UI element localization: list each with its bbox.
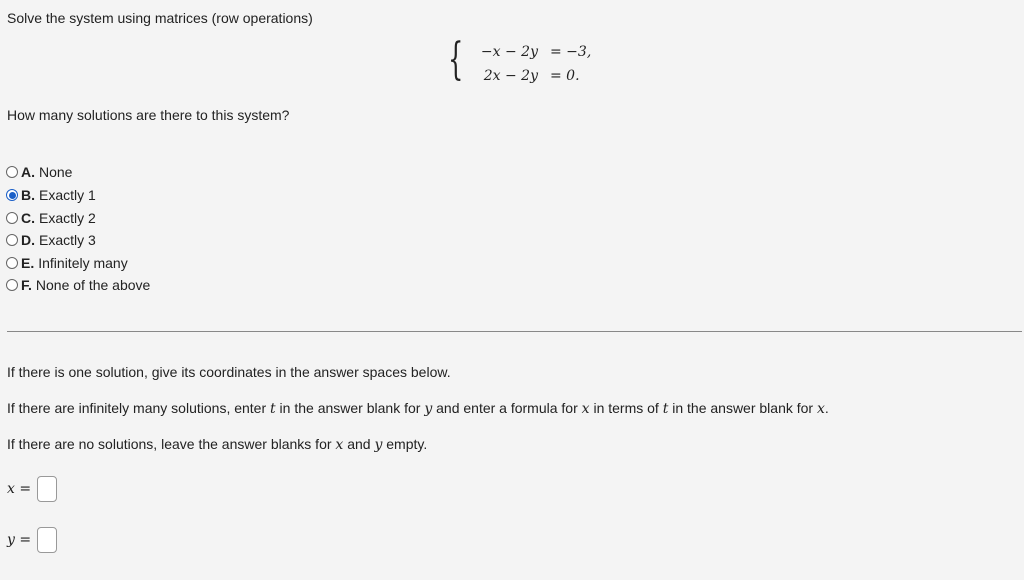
y-answer-input[interactable] <box>37 527 57 553</box>
instruction-text: and <box>343 436 375 452</box>
instruction-text: empty. <box>382 436 428 452</box>
section-divider <box>7 331 1022 332</box>
solution-count-question: How many solutions are there to this system? <box>7 107 290 123</box>
radio-button[interactable] <box>6 234 18 246</box>
option-d[interactable] <box>6 230 96 250</box>
instruction-text: If there are no solutions, leave the answer blanks for <box>7 436 336 452</box>
equation-row-2 <box>462 68 580 84</box>
instruction-text: in the answer blank for <box>668 400 817 416</box>
instruction-text: If there are infinitely many solutions, enter <box>7 400 271 416</box>
option-c[interactable] <box>6 208 96 228</box>
option-b[interactable] <box>6 185 96 205</box>
option-label: None <box>39 164 73 180</box>
option-label: Infinitely many <box>38 255 128 271</box>
equation-1-rhs: = −3, <box>550 44 592 60</box>
radio-button[interactable] <box>6 166 18 178</box>
x-answer-input[interactable] <box>37 476 57 502</box>
math-var: x <box>581 401 590 417</box>
instruction-text: in terms of <box>589 400 663 416</box>
equation-system <box>448 34 608 88</box>
radio-button-selected[interactable] <box>6 189 18 201</box>
radio-button[interactable] <box>6 279 18 291</box>
math-var: t <box>662 401 669 417</box>
math-var: x <box>816 401 825 417</box>
option-label: Exactly 1 <box>39 187 96 203</box>
x-answer-row <box>7 476 57 502</box>
equation-2-lhs: 2x − 2y <box>483 68 538 84</box>
instruction-infinite-solutions <box>7 400 829 417</box>
equation-1-lhs: −x − 2y <box>480 44 538 60</box>
instruction-text: . <box>824 400 829 416</box>
option-f[interactable] <box>6 275 150 295</box>
option-label: Exactly 3 <box>39 232 96 248</box>
instruction-no-solutions <box>7 436 427 453</box>
y-answer-row <box>7 527 57 553</box>
equation-row-1 <box>462 44 591 60</box>
left-brace: { <box>448 34 464 85</box>
option-letter: F. <box>21 277 32 293</box>
question-prompt: Solve the system using matrices (row operations) <box>7 10 313 26</box>
math-var: t <box>270 401 276 417</box>
option-letter: B. <box>21 187 35 203</box>
instruction-text: and enter a formula for <box>432 400 582 416</box>
instruction-one-solution: If there is one solution, give its coordinates in the answer spaces below. <box>7 364 451 380</box>
math-var: x <box>335 437 344 453</box>
y-answer-label: y = <box>7 532 32 548</box>
option-letter: C. <box>21 210 35 226</box>
option-label: Exactly 2 <box>39 210 96 226</box>
option-letter: E. <box>21 255 35 271</box>
math-var: y <box>424 401 433 417</box>
radio-button[interactable] <box>6 212 18 224</box>
x-answer-label: x = <box>7 481 32 497</box>
equation-2-rhs: = 0. <box>550 68 580 84</box>
instruction-text: in the answer blank for <box>275 400 425 416</box>
option-a[interactable] <box>6 162 72 182</box>
radio-button[interactable] <box>6 257 18 269</box>
option-e[interactable] <box>6 253 128 273</box>
option-letter: D. <box>21 232 35 248</box>
option-label: None of the above <box>35 277 151 293</box>
option-letter: A. <box>21 164 35 180</box>
math-var: y <box>374 437 383 453</box>
